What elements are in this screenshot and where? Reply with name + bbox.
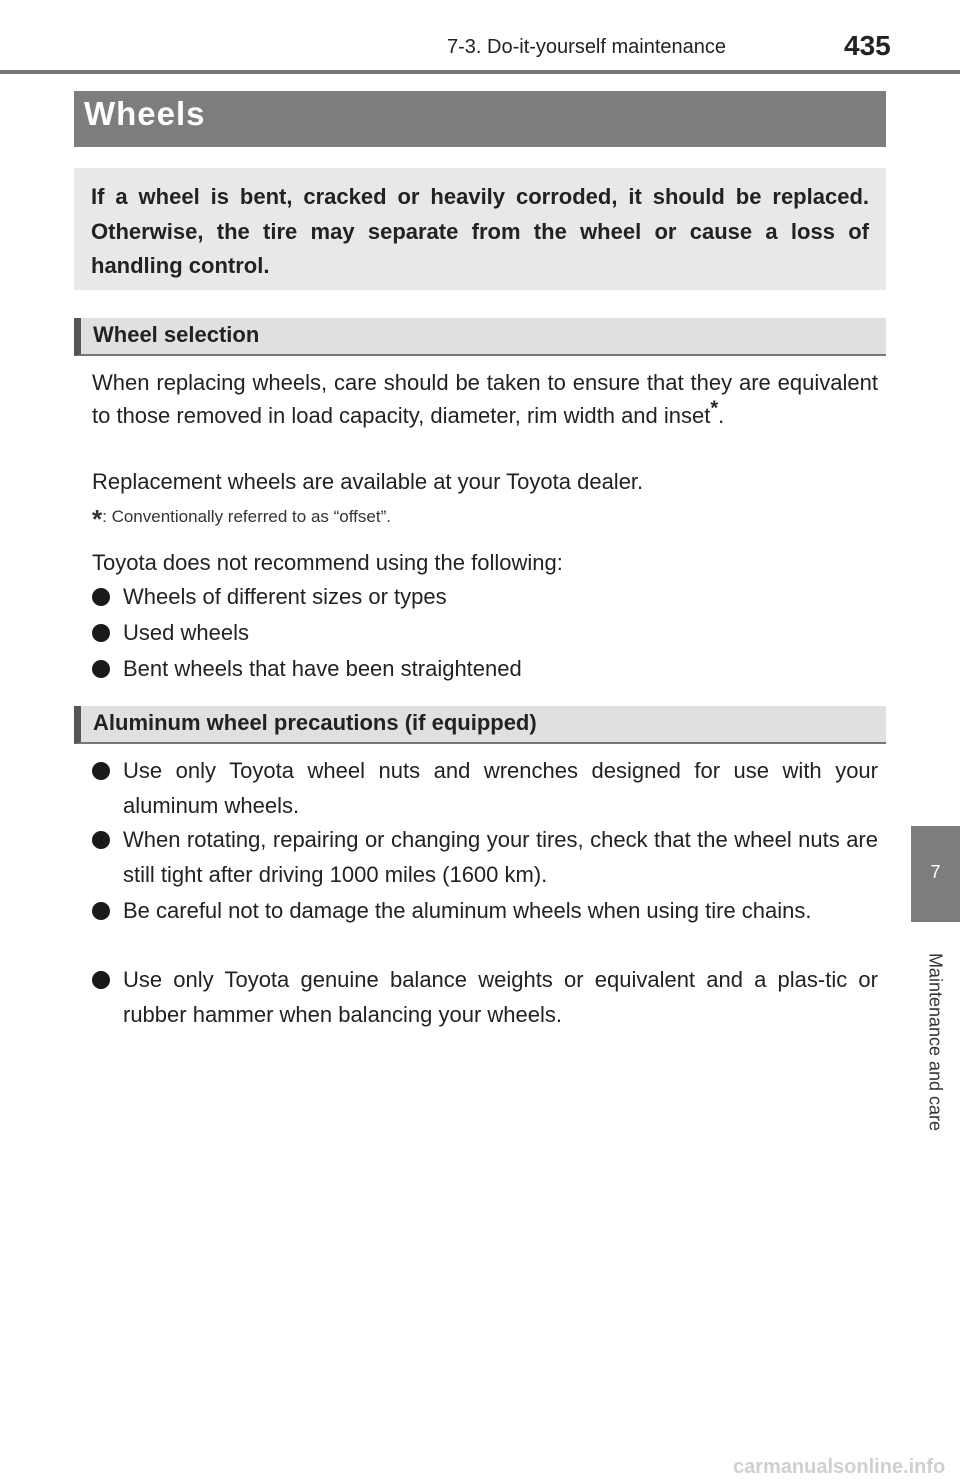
bullet-icon — [92, 831, 110, 849]
asterisk-marker: * — [710, 397, 719, 420]
watermark: carmanualsonline.info — [733, 1456, 946, 1478]
list-item — [92, 580, 878, 615]
footnote — [92, 504, 391, 535]
period: . — [718, 403, 725, 428]
bullet-icon — [92, 902, 110, 920]
page-title: Wheels — [84, 95, 206, 132]
list-item-text: Use only Toyota genuine balance weights or equivalent and a plas-tic or rubber hammer when balancing your wheels. — [123, 967, 878, 1027]
list-item — [92, 652, 878, 687]
list-item — [92, 616, 878, 651]
footnote-star: * — [92, 504, 103, 534]
wheel-selection-heading — [74, 318, 886, 356]
list-item-text: Bent wheels that have been straightened — [123, 656, 522, 681]
bullet-icon — [92, 762, 110, 780]
wheel-selection-paragraph — [92, 366, 878, 432]
list-item-text: Used wheels — [123, 620, 249, 645]
chapter-tab — [911, 826, 960, 922]
list-item — [92, 894, 878, 929]
replacement-paragraph: Replacement wheels are available at your Toyota dealer. — [92, 469, 644, 494]
list-item — [92, 823, 878, 892]
list-item-text: Use only Toyota wheel nuts and wrenches designed for use with your aluminum wheels. — [123, 758, 878, 818]
list-item-text: Be careful not to damage the aluminum wheels when using tire chains. — [123, 898, 812, 923]
lead-paragraph: Toyota does not recommend using the following: — [92, 550, 563, 575]
header-divider — [0, 70, 960, 74]
title-bar — [74, 91, 886, 147]
chapter-label: Maintenance and care — [925, 952, 946, 1132]
wheel-selection-text: When replacing wheels, care should be taken to ensure that they are equivalent to those removed in load capacity, diameter, rim width and inset — [92, 370, 878, 428]
section-title: 7-3. Do-it-yourself maintenance — [447, 36, 727, 58]
list-item — [92, 754, 878, 823]
list-item-text: When rotating, repairing or changing your tires, check that the wheel nuts are still tight after driving 1000 miles (1600 km). — [123, 827, 878, 887]
footnote-text: : Conventionally referred to as “offset”. — [102, 507, 391, 526]
bullet-icon — [92, 624, 110, 642]
aluminum-heading — [74, 706, 886, 744]
bullet-icon — [92, 660, 110, 678]
aluminum-heading-text: Aluminum wheel precautions (if equipped) — [93, 710, 537, 735]
wheel-selection-heading-text: Wheel selection — [93, 322, 260, 347]
list-item-text: Wheels of different sizes or types — [123, 584, 447, 609]
page-number: 435 — [844, 30, 891, 61]
intro-text: If a wheel is bent, cracked or heavily corroded, it should be replaced. Otherwise, the tire may separate from the wheel or cause a loss of handling control. — [91, 184, 869, 278]
chapter-number: 7 — [930, 862, 941, 882]
bullet-icon — [92, 588, 110, 606]
list-item — [92, 963, 878, 1032]
intro-box — [74, 168, 886, 290]
bullet-icon — [92, 971, 110, 989]
